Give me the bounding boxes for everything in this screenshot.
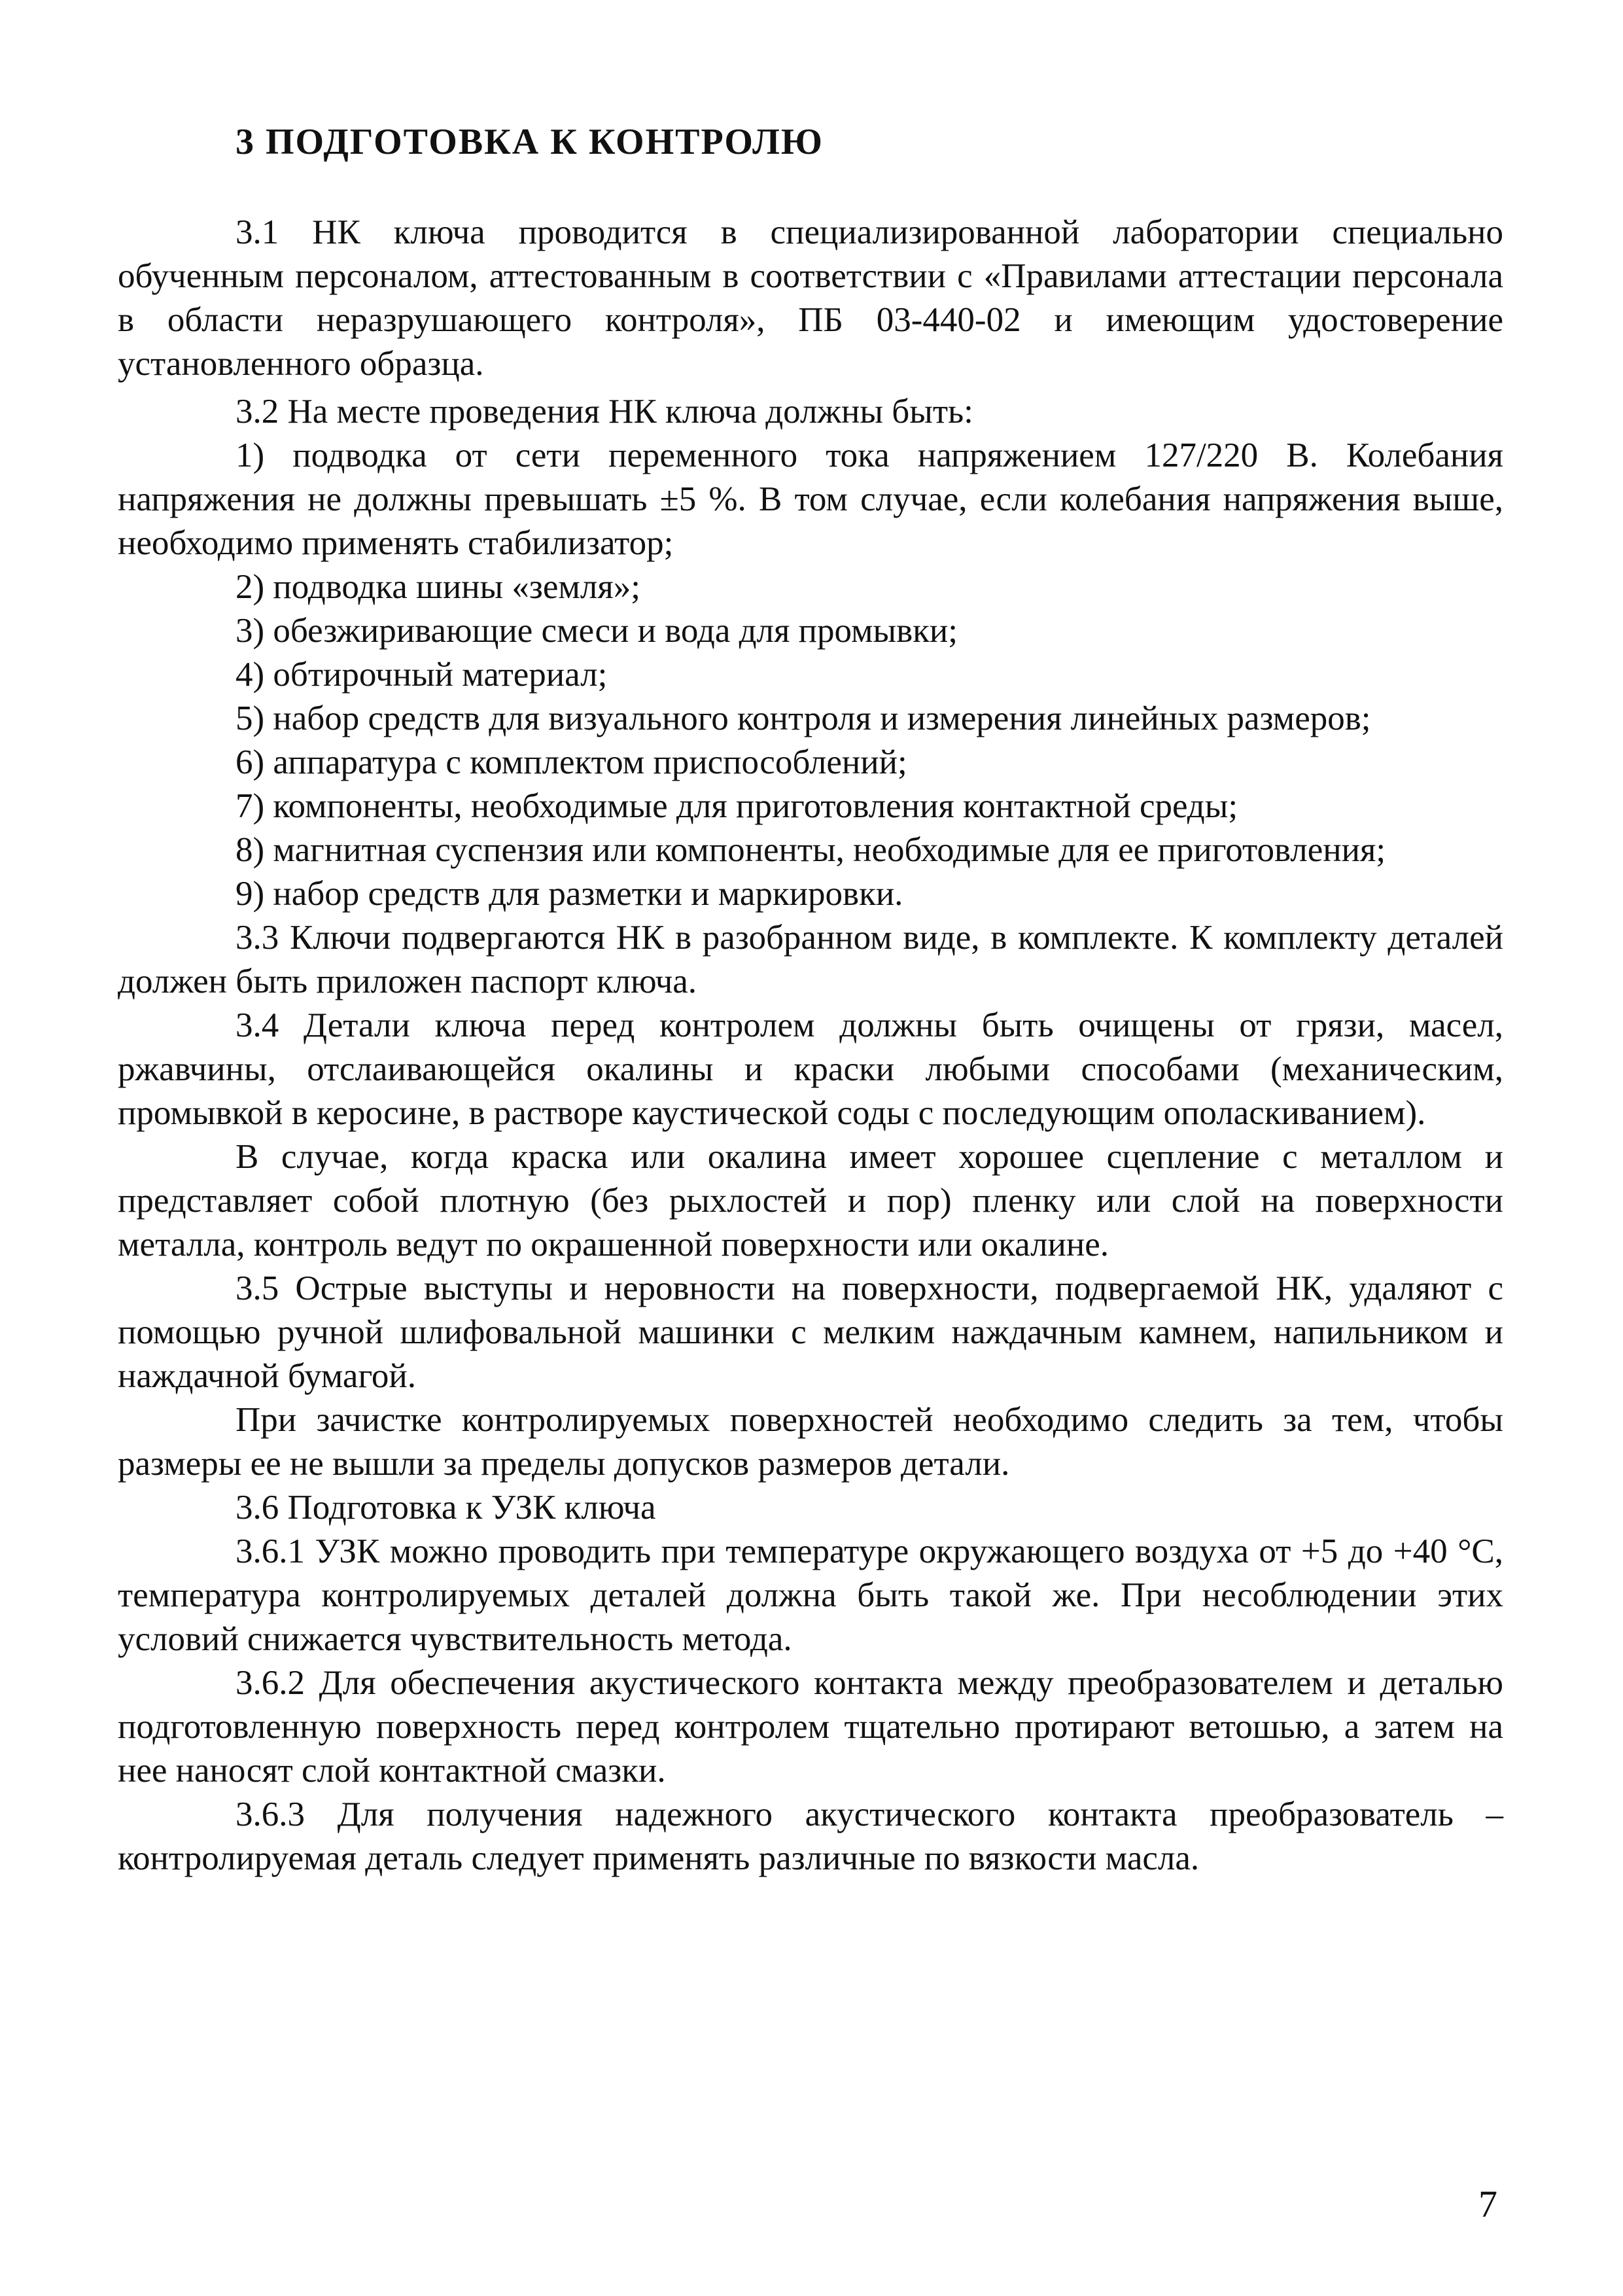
list-item-4: 4) обтирочный материал; [236,656,608,694]
section-body [118,211,1503,1881]
list-item-2: 2) подводка шины «земля»; [236,568,640,606]
paragraph-3-6-3: 3.6.3 Для получения надежного акустического контакта преобразователь – контролируемая деталь следует применять различные по вязкости масла. [118,1795,1503,1877]
list-item-5: 5) набор средств для визуального контроля и измерения линейных размеров; [236,699,1371,737]
paragraph-3-6: 3.6 Подготовка к УЗК ключа [236,1489,656,1527]
paragraph-3-5-note: При зачистке контролируемых поверхностей необходимо следить за тем, чтобы размеры ее не вышли за пределы допусков размеров детали. [118,1401,1503,1483]
paragraph-3-3: 3.3 Ключи подвергаются НК в разобранном виде, в комплекте. К комплекту деталей должен быть приложен паспорт ключа. [118,919,1503,1000]
page-number: 7 [1478,2183,1497,2225]
paragraph-3-5: 3.5 Острые выступы и неровности на поверхности, подвергаемой НК, удаляют с помощью ручной шлифовальной машинки с мелким наждачным камнем, напильником и наждачной бумагой. [118,1269,1503,1395]
list-item-1: 1) подводка от сети переменного тока напряжением 127/220 В. Колебания напряжения не должны превышать ±5 %. В том случае, если колебания напряжения выше, необходимо применять стабилизатор; [118,436,1503,562]
list-item-9: 9) набор средств для разметки и маркировки. [236,875,903,913]
paragraph-3-2: 3.2 На месте проведения НК ключа должны быть: [236,393,973,431]
list-item-7: 7) компоненты, необходимые для приготовления контактной среды; [236,787,1238,825]
paragraph-3-4-note: В случае, когда краска или окалина имеет хорошее сцепление с металлом и представляет собой плотную (без рыхлостей и пор) пленку или слой на поверхности металла, контроль ведут по окрашенной поверхности или окалине. [118,1138,1503,1263]
section-heading: 3 ПОДГОТОВКА К КОНТРОЛЮ [236,122,824,162]
list-item-6: 6) аппаратура с комплектом приспособлений; [236,743,907,781]
paragraph-3-6-2: 3.6.2 Для обеспечения акустического контакта между преобразователем и деталью подготовленную поверхность перед контролем тщательно протирают ветошью, а затем на нее наносят слой контактной смазки. [118,1664,1503,1790]
paragraph-3-1: 3.1 НК ключа проводится в специализированной лаборатории специально обученным персоналом, аттестованным в соответствии с «Правилами аттестации персонала в области неразрушающего контроля», ПБ 03-440-02 и имеющим удостоверение установленного образца. [118,213,1503,383]
paragraph-3-4: 3.4 Детали ключа перед контролем должны быть очищены от грязи, масел, ржавчины, отслаивающейся окалины и краски любыми способами (механическим, промывкой в керосине, в растворе каустической соды с последующим ополаскиванием). [118,1006,1503,1132]
list-item-3: 3) обезжиривающие смеси и вода для промывки; [236,612,958,650]
paragraph-3-6-1: 3.6.1 УЗК можно проводить при температуре окружающего воздуха от +5 до +40 °С, температура контролируемых деталей должна быть такой же. При несоблюдении этих условий снижается чувствительность метода. [118,1532,1503,1658]
list-item-8: 8) магнитная суспензия или компоненты, необходимые для ее приготовления; [236,831,1386,869]
